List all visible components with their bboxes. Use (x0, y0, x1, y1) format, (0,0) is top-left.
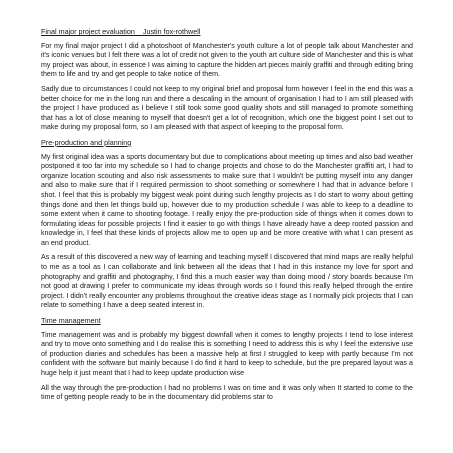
paragraph: My first original idea was a sports documentary but due to complications about meeting up times and also bad weather postponed it too far into my schedule so I had to change projects and chose to do the Manchester graffiti art, I had to organize location scouting and also risk assessments to make sure that I wouldn't be putting myself into any danger and also to make sure that if I required permission to shoot something or somewhere I had that in advance before I shot. I feel that this is probably my biggest weak point during such lengthy projects as I do start to worry about getting things done and then let things build up, however due to my production schedule I was able to keep to a deadline to some extent when it came to shooting footage. I really enjoy the pre-production side of things when it comes down to formulating ideas for possible projects I find it easier to go with things I have already have a deep rooted passion and knowledge in, I feel that these kinds of projects allow me to open up and be more creative with what I can present as an end product. (41, 152, 413, 247)
section-heading: Pre-production and planning (41, 137, 132, 147)
paragraph: Sadly due to circumstances I could not keep to my original brief and proposal form however I feel in the end this was a better choice for me in the long run and there a descaling in the amount of organisation I had to I am still pleased with the project I have produced as I believe I still took some good quality shots and still managed to promote something that has a lot of close meaning to myself that doesn't get a lot of recognition, which one the biggest point I set out to make during my proposal form, so I am pleased with that aspect of keeping to the proposal form. (41, 84, 413, 132)
section-intro (41, 42, 413, 133)
paragraph: As a result of this discovered a new way of learning and teaching myself I discovered that mind maps are really helpful to me as a tool as I can collaborate and link between all the ideas that I had in this instance my love for sport and photography and graffiti and photography, I find this a much easier way than doing mood / story boards because I'm not good at drawing I prefer to communicate my ideas through words so I found this really helped through the entire project. I didn't really encounter any problems throughout the creative ideas stage as I normally pick projects that I can relate to something I have a deep seated interest in. (41, 253, 413, 310)
section-time-management (41, 316, 413, 403)
paragraph: For my final major project I did a photoshoot of Manchester's youth culture a lot of people talk about Manchester and it's iconic venues but I felt there was a lot of credit not given to the youth art culture side of Manchester and this is what my project was about, in essence I was aiming to capture the hidden art pieces mainly graffiti and through editing bring them to life and try and get people to take notice of them. (41, 41, 414, 79)
paragraph: Time management was and is probably my biggest downfall when it comes to lengthy projects I tend to lose interest and try to move onto something and I do realise this is something I need to address this is why I feel the extensive use of production diaries and schedules has been a massive help at first I struggled to keep with partly because I'm not confident with the software but mainly because I do find it hard to keep to schedule, but the pre prepared layout was a huge help it just meant that I had to keep update production wise (41, 330, 413, 377)
section-pre-production (41, 138, 413, 311)
section-heading: Time management (41, 316, 101, 326)
paragraph: All the way through the pre-production I had no problems I was on time and it was only when It started to come to the time of getting people ready to be in the documentary did problems star to (41, 383, 413, 402)
document-title: Final major project evaluation Justin fox-rothwell (41, 27, 201, 36)
